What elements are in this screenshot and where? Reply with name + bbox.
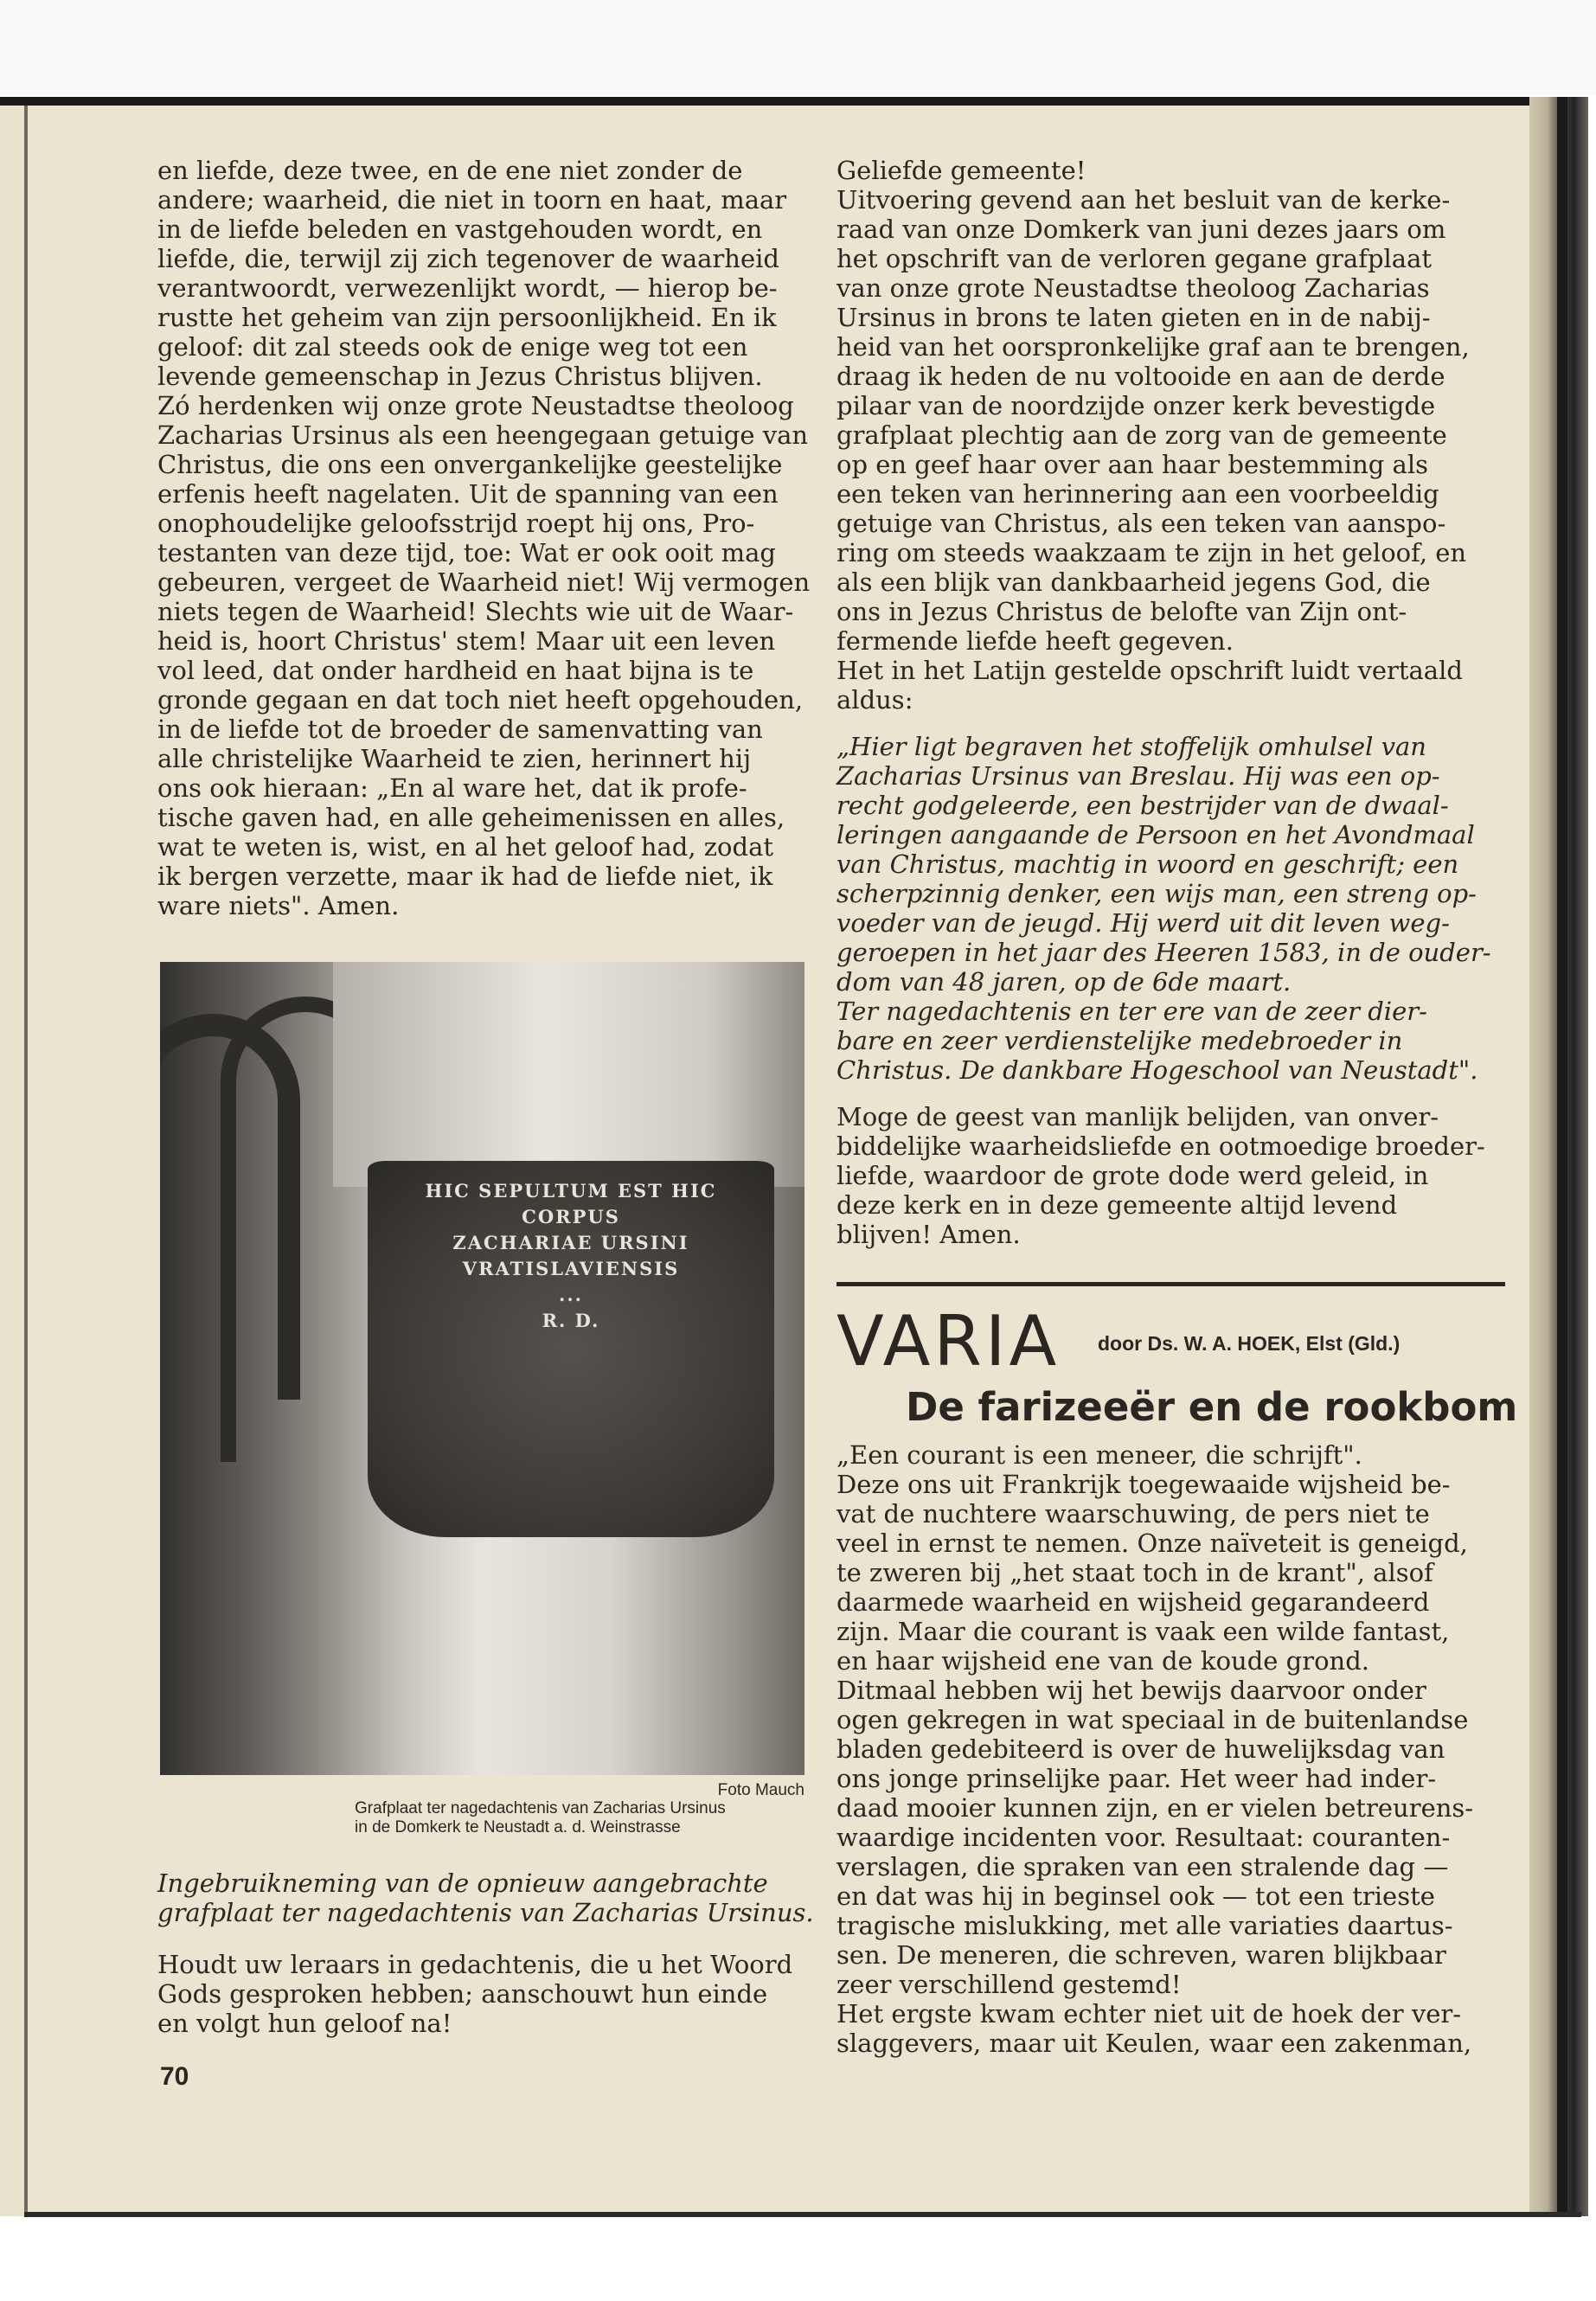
grave-plaque-photo [160, 962, 804, 1775]
article-title: De farizeeër en de rookbom [906, 1384, 1518, 1430]
left-column [157, 156, 834, 920]
book-spine-shadow [1557, 97, 1567, 2216]
left-paragraph-1: en liefde, deze twee, en de ene niet zonder de andere; waarheid, die niet in toorn en haat, maar in de liefde beleden en vastgehouden wordt, en liefde, die, terwijl zij zich tegenover de waarheid verantwoordt, verwezenlijkt wordt, — hierop be- rustte het geheim van zijn persoonlijkheid. En ik geloof: dit zal steeds ook de enige weg tot een levende gemeenschap in Jezus Christus blijven. [157, 156, 787, 391]
translated-inscription-quote: „Hier ligt begraven het stoffelijk omhulsel van Zacharias Ursinus van Breslau. Hij was een op- recht godgeleerde, een bestrijder van de dwaal- leringen aangaande de Persoon en het Avondmaal van Christus, machtig in woord en geschrift; een scherpzinnig denker, een wijs man, een streng op- voeder van de jeugd. Hij werd uit dit leven weg- geroepen in het jaar des Heeren 1583, in de ouder- dom van 48 jaren, op de 6de maart. Ter nagedachtenis en ter ere van de zeer dier- bare en zeer verdienstelijke medebroeder in Christus. De dankbare Hogeschool van Neustadt". [836, 732, 1491, 1085]
right-paragraph-1: Geliefde gemeente! Uitvoering gevend aan het besluit van de kerke- raad van onze Domkerk van juni dezes jaars om het opschrift van de verloren gegane grafplaat van onze grote Neustadtse theoloog Zacharias Ursinus in brons te laten gieten en in de nabij- heid van het oorspronkelijke graf aan te brengen, draag ik heden de nu voltooide en aan de derde pilaar van de noordzijde onzer kerk bevestigde grafplaat plechtig aan de zorg van de gemeente op en geef haar over aan haar bestemming als een teken van herinnering aan een voorbeeldig getuige van Christus, als een teken van aanspo- ring om steeds waakzaam te zijn in het geloof, en als een blijk van dankbaarheid jegens God, die ons in Jezus Christus de belofte van Zijn ont- fermende liefde heeft gegeven. Het in het Latijn gestelde opschrift luidt vertaald aldus: [836, 156, 1470, 715]
church-pillar [333, 962, 804, 1187]
scan-left-margin [0, 106, 26, 2216]
photo-credit: Foto Mauch [717, 1781, 804, 1799]
right-paragraph-2: Moge de geest van manlijk belijden, van onver- biddelijke waarheidsliefde en ootmoedige broeder- liefde, waardoor de grote dode werd geleid, in deze kerk en in deze gemeente altijd levend blijven! Amen. [836, 1102, 1485, 1249]
photo-caption: Grafplaat ter nagedachtenis van Zacharias Ursinus in de Domkerk te Neustadt a. d. Weinstrasse [355, 1799, 726, 1836]
bronze-plaque [368, 1161, 774, 1537]
left-lower-block [157, 1868, 834, 2038]
italic-heading: Ingebruikneming van de opnieuw aangebrachte grafplaat ter nagedachtenis van Zacharias Ursinus. [157, 1868, 814, 1927]
left-paragraph-3: Houdt uw leraars in gedachtenis, die u het Woord Gods gesproken hebben; aanschouwt hun einde en volgt hun geloof na! [157, 1950, 793, 2038]
scan-top-border [0, 97, 1574, 106]
page-number: 70 [160, 2062, 189, 2091]
right-paragraph-3: „Een courant is een meneer, die schrijft". Deze ons uit Frankrijk toegewaaide wijsheid be- vat de nuchtere waarschuwing, de pers niet te veel in ernst te nemen. Onze naïveteit is geneigd, te zweren bij „het staat toch in de krant", alsof daarmede waarheid en wijsheid gegarandeerd zijn. Maar die courant is vaak een wilde fantast, en haar wijsheid ene van de koude grond. Ditmaal hebben wij het bewijs daarvoor onder ogen gekregen in wat speciaal in de buitenlandse bladen gedebiteerd is over de huwelijksdag van ons jonge prinselijke paar. Het weer had inder- daad mooier kunnen zijn, en er vielen betreurens- waardige incidenten voor. Resultaat: couranten- verslagen, die spraken van een stralende dag — en dat was hij in beginsel ook — tot een trieste tragische mislukking, met alle variaties daartus- sen. De meneren, die schreven, waren blijkbaar zeer verschillend gestemd! Het ergste kwam echter niet uit de hoek der ver- slaggevers, maar uit Keulen, waar een zakenman, [836, 1440, 1474, 2058]
plaque-inscription: HIC SEPULTUM EST HIC CORPUS ZACHARIAE URSINI VRATISLAVIENSIS ... R. D. [425, 1180, 717, 1331]
scan-top-margin [0, 0, 1596, 95]
varia-heading: VARIA [836, 1301, 1061, 1381]
scan-bottom-border [24, 2212, 1581, 2217]
right-column [836, 156, 1507, 1249]
varia-article-body [836, 1440, 1507, 2058]
section-divider [836, 1282, 1505, 1286]
varia-author: door Ds. W. A. HOEK, Elst (Gld.) [1098, 1332, 1401, 1355]
left-paragraph-2: Zó herdenken wij onze grote Neustadtse theoloog Zacharias Ursinus als een heengegaan getuige van Christus, die ons een onvergankelijke geestelijke erfenis heeft nagelaten. Uit de spanning van een onophoudelijke geloofsstrijd roept hij ons, Pro- testanten van deze tijd, toe: Wat er ook ooit mag gebeuren, vergeet de Waarheid niet! Wij vermogen niets tegen de Waarheid! Slechts wie uit de Waar- heid is, hoort Christus' stem! Maar uit een leven vol leed, dat onder hardheid en haat bijna is te gronde gegaan en dat toch niet heeft opgehouden, in de liefde tot de broeder de samenvatting van alle christelijke Waarheid te zien, herinnert hij ons ook hieraan: „En al ware het, dat ik profe- tische gaven had, en alle geheimenissen en alles, wat te weten is, wist, en al het geloof had, zodat ik bergen verzette, maar ik had de liefde niet, ik ware niets". Amen. [157, 391, 811, 920]
magazine-page [28, 106, 1529, 2212]
